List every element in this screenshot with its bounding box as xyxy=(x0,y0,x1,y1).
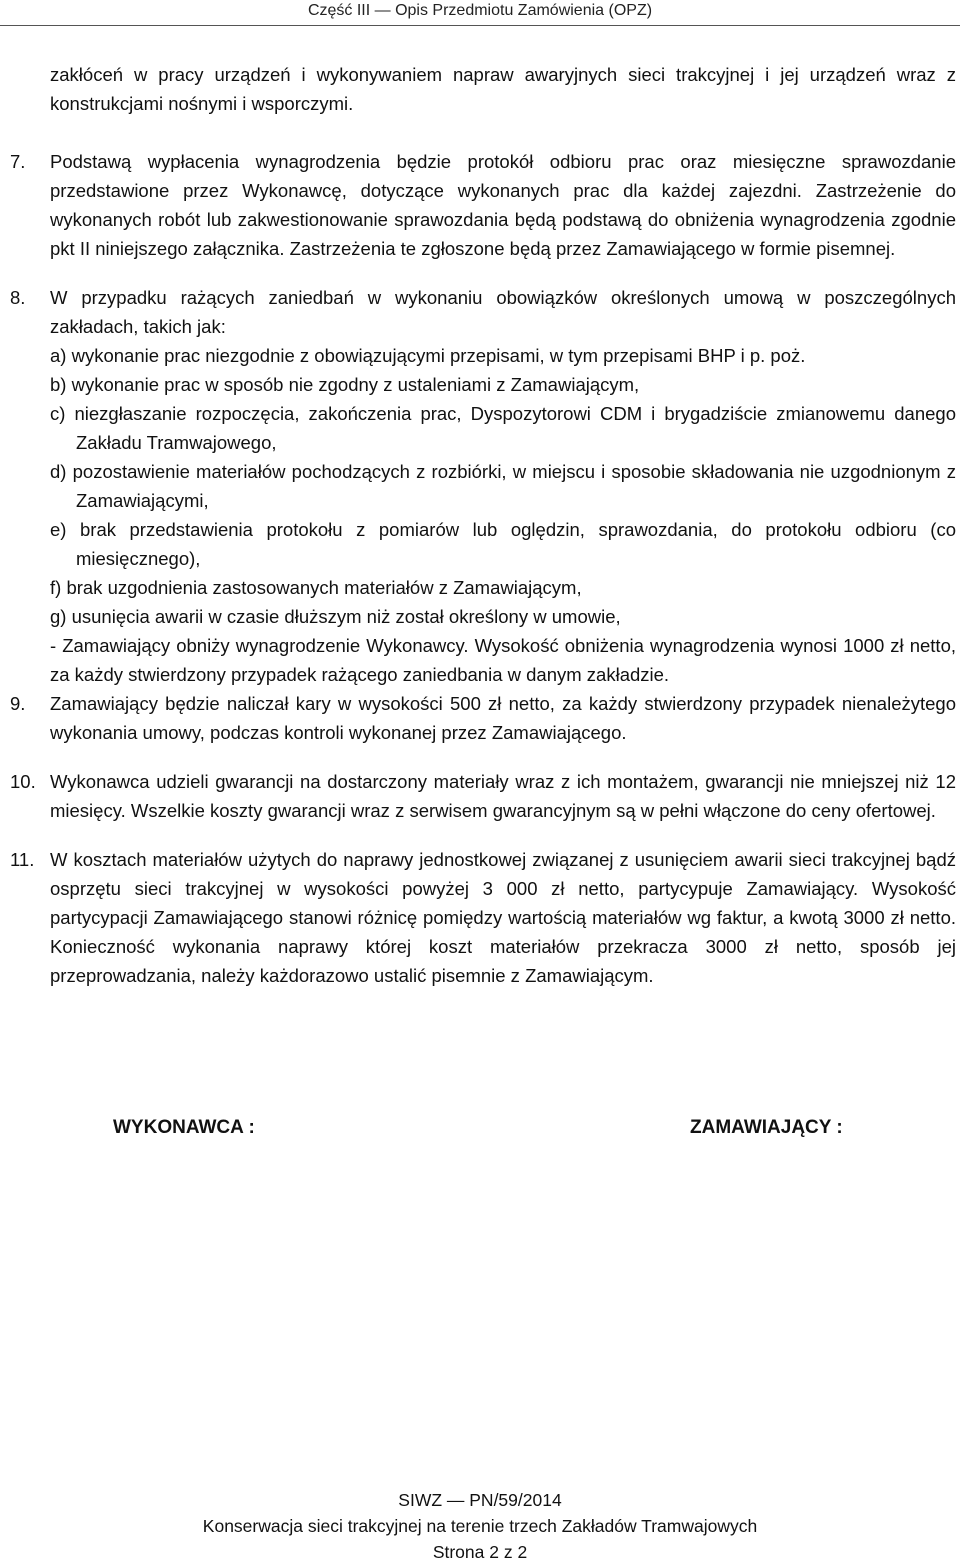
item-number: 11. xyxy=(10,849,35,870)
client-signature-label: ZAMAWIAJĄCY : xyxy=(690,1117,843,1138)
item8-conclusion: - Zamawiający obniży wynagrodzenie Wykonawcy. Wysokość obniżenia wynagrodzenia wynosi 1000 zł netto, za każdy stwierdzony przypadek rażącego zaniedbania w danym zakładzie. xyxy=(50,635,956,685)
item-number: 9. xyxy=(10,693,26,714)
subitem-f: f) brak uzgodnienia zastosowanych materiałów z Zamawiającym, xyxy=(50,577,582,598)
subitem-c: c) niezgłaszanie rozpoczęcia, zakończenia prac, Dyspozytorowi CDM i brygadziście zmianowemu danego Zakładu Tramwajowego, xyxy=(50,403,956,453)
section-item-9 xyxy=(10,689,956,747)
section-item-7 xyxy=(10,147,956,263)
page-footer xyxy=(0,1487,960,1565)
footer-project-title: Konserwacja sieci trakcyjnej na terenie trzech Zakładów Tramwajowych xyxy=(202,1516,758,1536)
spacer xyxy=(10,825,956,845)
item-text: Zamawiający będzie naliczał kary w wysokości 500 zł netto, za każdy stwierdzony przypadek nienależytego wykonania umowy, podczas kontroli wykonanej przez Zamawiającego. xyxy=(50,693,956,743)
section-item-10 xyxy=(10,767,956,825)
subitem-e: e) brak przedstawienia protokołu z pomiarów lub oględzin, sprawozdania, do protokołu odbioru (co miesięcznego), xyxy=(50,519,956,569)
section-item-11 xyxy=(10,845,956,990)
item-number: 10. xyxy=(10,771,36,792)
item-number: 7. xyxy=(10,151,26,172)
subitem-g: g) usunięcia awarii w czasie dłuższym niż został określony w umowie, xyxy=(50,606,621,627)
spacer xyxy=(10,263,956,283)
item-text: Podstawą wypłacenia wynagrodzenia będzie protokół odbioru prac oraz miesięczne sprawozdanie przedstawione przez Wykonawcę, dotyczące wykonanych prac dla każdej zajezdni. Zastrzeżenie do wykonanych robót lub zakwestionowanie sprawozdania będą podstawą do obniżenia wynagrodzenia zgodnie pkt II niniejszego załącznika. Zastrzeżenia te zgłoszone będą przez Zamawiającego w formie pisemnej. xyxy=(50,151,956,259)
document-body xyxy=(10,60,956,990)
spacer xyxy=(10,118,956,147)
page-header xyxy=(0,0,960,22)
contractor-signature-label: WYKONAWCA : xyxy=(113,1117,255,1138)
item-number: 8. xyxy=(10,287,26,308)
signature-block xyxy=(0,1117,960,1147)
footer-reference: SIWZ — PN/59/2014 xyxy=(398,1490,562,1510)
section-item-8 xyxy=(10,283,956,341)
spacer xyxy=(10,747,956,767)
subitem-b: b) wykonanie prac w sposób nie zgodny z ustaleniami z Zamawiającym, xyxy=(50,374,640,395)
item-text: Wykonawca udzieli gwarancji na dostarczony materiały wraz z ich montażem, gwarancji nie mniejszej niż 12 miesięcy. Wszelkie koszty gwarancji wraz z serwisem gwarancyjnym są w pełni włączone do ceny ofertowej. xyxy=(50,771,956,821)
subitem-d: d) pozostawienie materiałów pochodzących z rozbiórki, w miejscu i sposobie składowania nie uzgodnionym z Zamawiającymi, xyxy=(50,461,956,511)
item-text: W przypadku rażących zaniedbań w wykonaniu obowiązków określonych umową w poszczególnych zakładach, takich jak: xyxy=(50,287,956,337)
intro-paragraph: zakłóceń w pracy urządzeń i wykonywaniem napraw awaryjnych sieci trakcyjnej i jej urządzeń wraz z konstrukcjami nośnymi i wsporczymi. xyxy=(50,64,956,114)
subitem-a: a) wykonanie prac niezgodnie z obowiązującymi przepisami, w tym przepisami BHP i p. poż. xyxy=(50,345,806,366)
header-divider xyxy=(0,25,960,26)
header-title: Część III — Opis Przedmiotu Zamówienia (OPZ) xyxy=(307,2,653,19)
footer-page-number: Strona 2 z 2 xyxy=(432,1542,528,1562)
item-text: W kosztach materiałów użytych do naprawy jednostkowej związanej z usunięciem awarii sieci trakcyjnej bądź osprzętu sieci trakcyjnej w wysokości powyżej 3 000 zł netto, partycypuje Zamawiający. Wysokość partycypacji Zamawiającego stanowi różnicę pomiędzy wartością materiałów wg faktur, a kwotą 3000 zł netto. Konieczność wykonania naprawy której koszt materiałów przekracza 3000 zł netto, sposób jej przeprowadzania, należy każdorazowo ustalić pisemnie z Zamawiającym. xyxy=(50,849,956,986)
